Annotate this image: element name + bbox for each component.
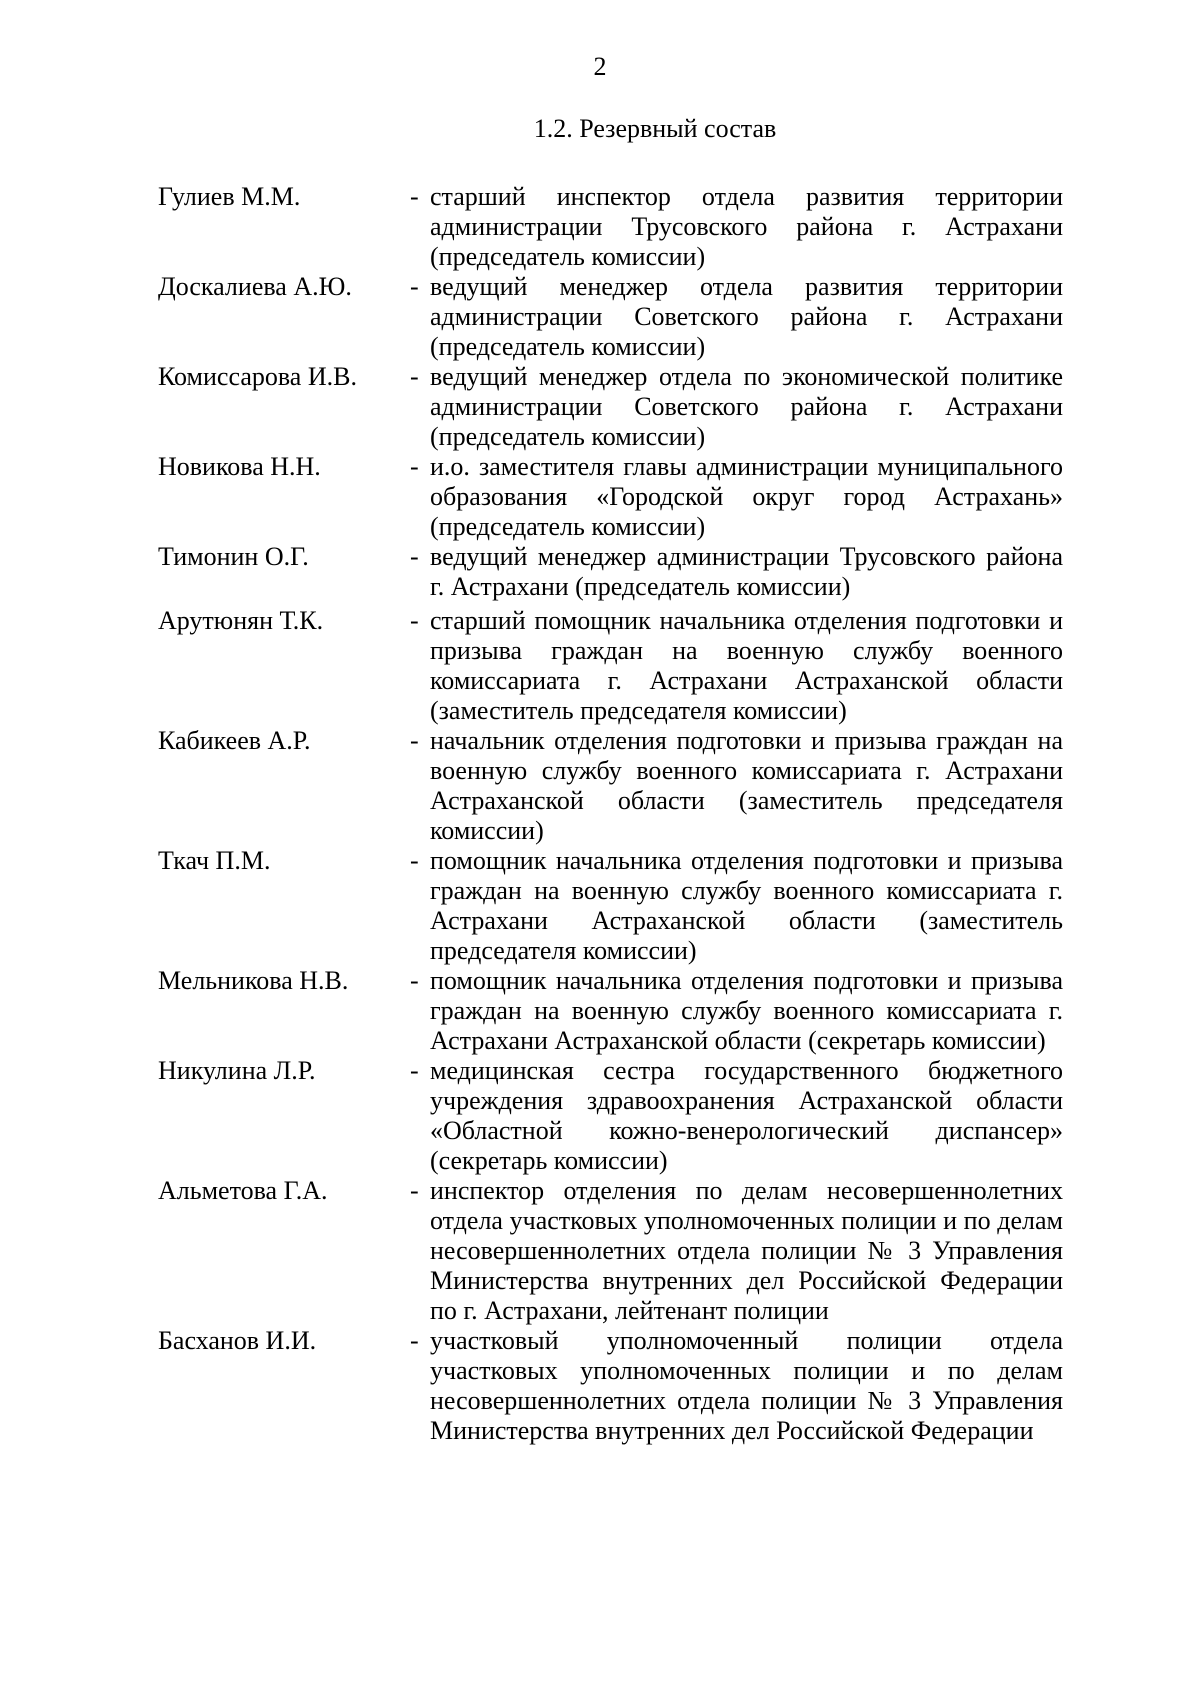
member-row	[158, 1176, 1063, 1326]
member-dash: -	[410, 272, 419, 301]
section-title: 1.2. Резервный состав	[533, 114, 777, 143]
page-number: 2	[593, 52, 607, 81]
member-name: Мельникова Н.В.	[158, 966, 349, 995]
member-position: ведущий менеджер администрации Трусовского района г. Астрахани (председатель комиссии)	[430, 542, 1063, 601]
member-name: Арутюнян Т.К.	[158, 606, 324, 635]
member-row	[158, 966, 1063, 1056]
member-dash: -	[410, 726, 419, 755]
member-row	[158, 1056, 1063, 1176]
member-position: ведущий менеджер отдела по экономической политике администрации Советского района г. Астрахани (председатель комиссии)	[430, 362, 1063, 451]
member-row	[158, 272, 1063, 362]
member-dash: -	[410, 606, 419, 635]
member-dash: -	[410, 1326, 419, 1355]
member-position: ведущий менеджер отдела развития территории администрации Советского района г. Астрахани (председатель комиссии)	[430, 272, 1063, 361]
member-dash: -	[410, 1176, 419, 1205]
member-position: помощник начальника отделения подготовки и призыва граждан на военную службу военного комиссариата г. Астрахани Астраханской области (секретарь комиссии)	[430, 966, 1063, 1055]
member-position: медицинская сестра государственного бюджетного учреждения здравоохранения Астраханской области «Областной кожно-венерологический диспансер» (секретарь комиссии)	[430, 1056, 1063, 1175]
member-name: Ткач П.М.	[158, 846, 271, 875]
member-position: и.о. заместителя главы администрации муниципального образования «Городской округ город Астрахань» (председатель комиссии)	[430, 452, 1063, 541]
member-name: Кабикеев А.Р.	[158, 726, 311, 755]
commission-member-list	[158, 182, 1063, 1446]
member-dash: -	[410, 966, 419, 995]
member-position: помощник начальника отделения подготовки и призыва граждан на военную службу военного комиссариата г. Астрахани Астраханской области (заместитель председателя комиссии)	[430, 846, 1063, 965]
member-row	[158, 1326, 1063, 1446]
member-name: Басханов И.И.	[158, 1326, 317, 1355]
member-row	[158, 846, 1063, 966]
member-name: Никулина Л.Р.	[158, 1056, 316, 1085]
member-name: Тимонин О.Г.	[158, 542, 309, 571]
member-dash: -	[410, 542, 419, 571]
member-dash: -	[410, 452, 419, 481]
member-dash: -	[410, 1056, 419, 1085]
member-row	[158, 542, 1063, 602]
member-row	[158, 362, 1063, 452]
member-name: Новикова Н.Н.	[158, 452, 321, 481]
member-position: старший инспектор отдела развития территории администрации Трусовского района г. Астрахани (председатель комиссии)	[430, 182, 1063, 271]
member-position: старший помощник начальника отделения подготовки и призыва граждан на военную службу военного комиссариата г. Астрахани Астраханской области (заместитель председателя комиссии)	[430, 606, 1063, 725]
member-dash: -	[410, 182, 419, 211]
member-row	[158, 726, 1063, 846]
member-row	[158, 452, 1063, 542]
member-dash: -	[410, 362, 419, 391]
member-dash: -	[410, 846, 419, 875]
member-name: Гулиев М.М.	[158, 182, 301, 211]
member-name: Комиссарова И.В.	[158, 362, 357, 391]
member-row	[158, 606, 1063, 726]
member-position: начальник отделения подготовки и призыва граждан на военную службу военного комиссариата г. Астрахани Астраханской области (заместитель председателя комиссии)	[430, 726, 1063, 845]
member-name: Альметова Г.А.	[158, 1176, 328, 1205]
member-position: инспектор отделения по делам несовершеннолетних отдела участковых уполномоченных полиции и по делам несовершеннолетних отдела полиции № 3 Управления Министерства внутренних дел Российской Федерации по г. Астрахани, лейтенант полиции	[430, 1176, 1063, 1325]
member-row	[158, 182, 1063, 272]
member-position: участковый уполномоченный полиции отдела участковых уполномоченных полиции и по делам несовершеннолетних отдела полиции № 3 Управления Министерства внутренних дел Российской Федерации	[430, 1326, 1063, 1445]
member-name: Доскалиева А.Ю.	[158, 272, 352, 301]
